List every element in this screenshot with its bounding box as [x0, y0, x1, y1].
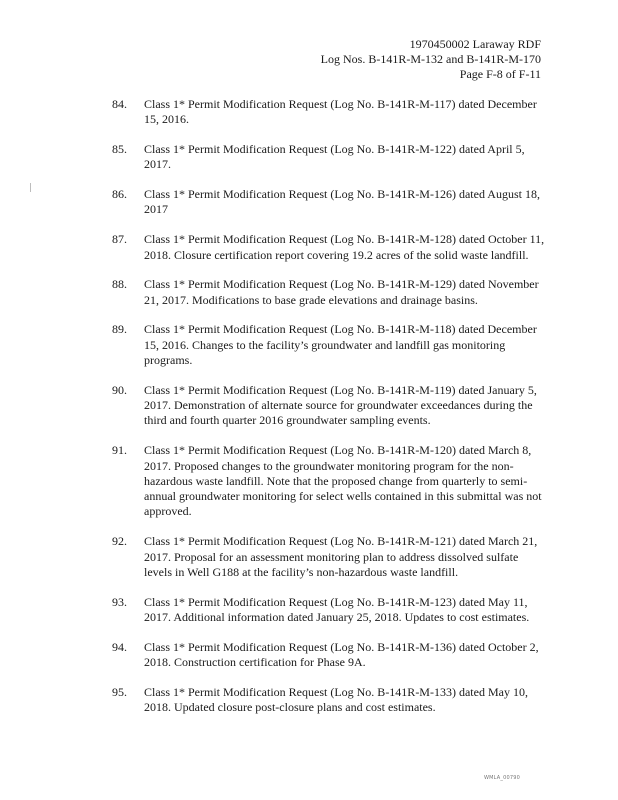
list-item — [112, 277, 552, 308]
list-item — [112, 142, 552, 173]
header-page-number: Page F-8 of F-11 — [459, 67, 541, 81]
list-item — [112, 97, 552, 128]
list-item — [112, 640, 552, 671]
header-facility-line: 1970450002 Laraway RDF — [409, 37, 541, 51]
item-number: 89. — [112, 322, 127, 337]
item-text: Class 1* Permit Modification Request (Log No. B-141R-M-120) dated March 8, 2017. Proposed changes to the groundwater monitoring program for the non-hazardous waste landfill. Note that the proposed change from quarterly to semi-annual groundwater monitoring for select wells contained in this submittal was not approved. — [144, 443, 542, 519]
item-text: Class 1* Permit Modification Request (Log No. B-141R-M-123) dated May 11, 2017. Additional information dated January 25, 2018. Updates to cost estimates. — [144, 594, 530, 624]
item-text: Class 1* Permit Modification Request (Log No. B-141R-M-136) dated October 2, 2018. Construction certification for Phase 9A. — [144, 639, 539, 670]
item-text: Class 1* Permit Modification Request (Log No. B-141R-M-122) dated April 5, 2017. — [144, 142, 525, 172]
numbered-list — [112, 97, 552, 730]
item-number: 87. — [112, 232, 127, 247]
item-text: Class 1* Permit Modification Request (Log No. B-141R-M-118) dated December 15, 2016. Changes to the facility’s groundwater and landfill gas monitoring programs. — [144, 322, 537, 368]
list-item — [112, 685, 552, 716]
item-number: 92. — [112, 534, 127, 549]
header-log-numbers: Log Nos. B-141R-M-132 and B-141R-M-170 — [320, 52, 541, 66]
list-item — [112, 383, 552, 429]
list-item — [112, 187, 552, 218]
item-number: 88. — [112, 277, 127, 292]
item-text: Class 1* Permit Modification Request (Log No. B-141R-M-126) dated August 18, 2017 — [144, 187, 540, 217]
list-item — [112, 232, 552, 263]
page-header — [321, 37, 541, 82]
bates-stamp: WMLA_00790 — [484, 775, 520, 781]
item-number: 86. — [112, 187, 127, 202]
item-text: Class 1* Permit Modification Request (Log No. B-141R-M-133) dated May 10, 2018. Updated closure post-closure plans and cost estimates. — [144, 684, 528, 715]
item-number: 85. — [112, 142, 127, 157]
item-text: Class 1* Permit Modification Request (Log No. B-141R-M-119) dated January 5, 2017. Demonstration of alternate source for groundwater exceedances during the third and fourth quarter 2016 groundwater sampling events. — [144, 382, 537, 428]
item-number: 90. — [112, 382, 127, 397]
list-item — [112, 534, 552, 580]
item-number: 91. — [112, 443, 127, 458]
item-number: 94. — [112, 639, 127, 654]
item-text: Class 1* Permit Modification Request (Log No. B-141R-M-121) dated March 21, 2017. Proposal for an assessment monitoring plan to address dissolved sulfate levels in Well G188 at the facility’s non-hazardous waste landfill. — [144, 534, 538, 579]
item-text: Class 1* Permit Modification Request (Log No. B-141R-M-117) dated December 15, 2016. — [144, 97, 537, 127]
list-item — [112, 443, 552, 519]
item-number: 93. — [112, 594, 127, 609]
item-number: 95. — [112, 684, 127, 699]
list-item — [112, 322, 552, 368]
item-text: Class 1* Permit Modification Request (Log No. B-141R-M-128) dated October 11, 2018. Closure certification report covering 19.2 acres of the solid waste landfill. — [144, 232, 545, 262]
list-item — [112, 595, 552, 626]
scan-mark — [30, 183, 31, 192]
item-text: Class 1* Permit Modification Request (Log No. B-141R-M-129) dated November 21, 2017. Modifications to base grade elevations and drainage basins. — [144, 277, 539, 307]
item-number: 84. — [112, 97, 127, 111]
